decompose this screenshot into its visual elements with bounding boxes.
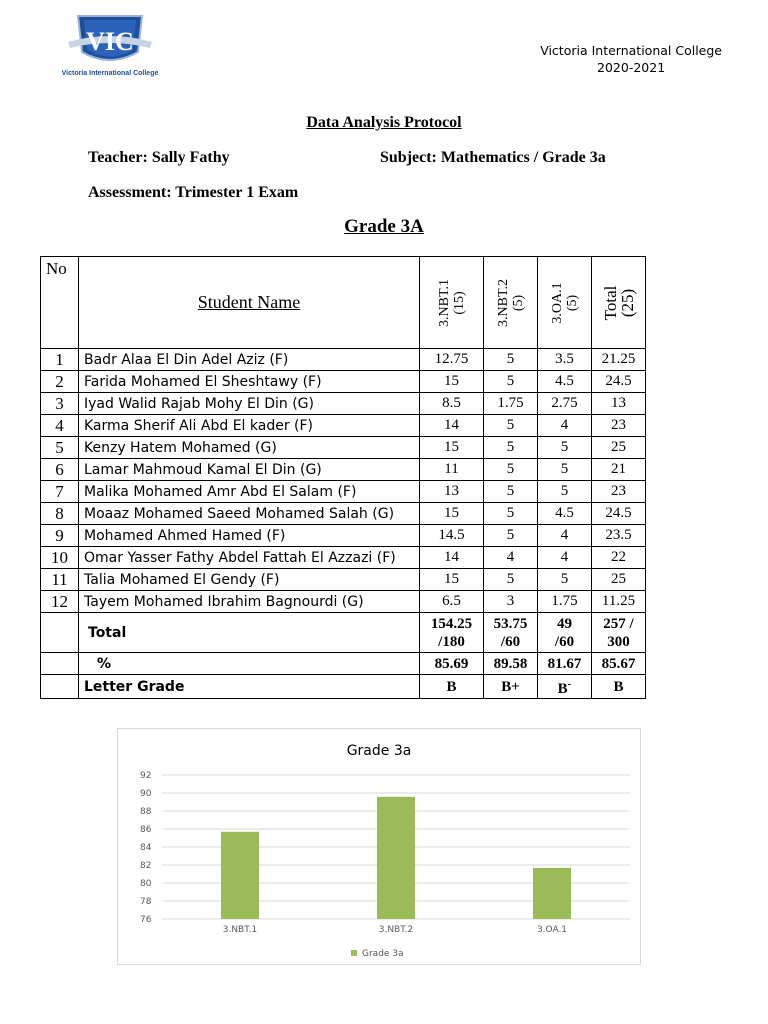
score-total: 25 [592, 437, 646, 459]
x-tick-label: 3.NBT.2 [378, 925, 414, 935]
score-3nbt2: 3 [484, 591, 538, 613]
student-name: Kenzy Hatem Mohamed (G) [79, 437, 420, 459]
table-row [41, 371, 646, 393]
score-total: 23.5 [592, 525, 646, 547]
score-total: 22 [592, 547, 646, 569]
header-3nbt2: 3.NBT.2 (5) [484, 257, 538, 349]
score-3oa1: 5 [538, 481, 592, 503]
row-no: 2 [41, 371, 79, 393]
score-3oa1: 5 [538, 437, 592, 459]
bar-3nbt2 [377, 797, 415, 919]
letter-grade-label: Letter Grade [79, 675, 420, 699]
score-3nbt2: 5 [484, 349, 538, 371]
percent-3oa1: 81.67 [538, 653, 592, 675]
table-row [41, 503, 646, 525]
totals-row [41, 613, 646, 653]
row-no: 12 [41, 591, 79, 613]
score-3nbt2: 5 [484, 503, 538, 525]
header-3oa1: 3.OA.1 (5) [538, 257, 592, 349]
header-3nbt1: 3.NBT.1 (15) [420, 257, 484, 349]
score-3nbt2: 5 [484, 459, 538, 481]
college-header [540, 42, 722, 76]
assessment-line: Assessment: Trimester 1 Exam [88, 184, 299, 201]
x-tick-label: 3.NBT.1 [222, 925, 258, 935]
table-row [41, 481, 646, 503]
y-tick-label: 80 [140, 879, 152, 889]
college-logo [62, 12, 158, 80]
score-3nbt1: 6.5 [420, 591, 484, 613]
score-3oa1: 4 [538, 525, 592, 547]
student-name: Tayem Mohamed Ibrahim Bagnourdi (G) [79, 591, 420, 613]
student-name: Talia Mohamed El Gendy (F) [79, 569, 420, 591]
legend-swatch [351, 950, 357, 956]
bar-3oa1 [533, 868, 571, 919]
header-total: Total (25) [592, 257, 646, 349]
percent-3nbt1: 85.69 [420, 653, 484, 675]
table-row [41, 459, 646, 481]
y-tick-label: 84 [140, 843, 152, 853]
score-3nbt1: 14 [420, 415, 484, 437]
score-3nbt1: 14 [420, 547, 484, 569]
student-name: Mohamed Ahmed Hamed (F) [79, 525, 420, 547]
score-3nbt2: 5 [484, 415, 538, 437]
subject-line: Subject: Mathematics / Grade 3a [380, 149, 606, 166]
score-total: 23 [592, 481, 646, 503]
percent-row [41, 653, 646, 675]
row-no: 3 [41, 393, 79, 415]
score-3oa1: 5 [538, 459, 592, 481]
letter-grade-row [41, 675, 646, 699]
table-header-row [41, 257, 646, 349]
student-name: Lamar Mahmoud Kamal El Din (G) [79, 459, 420, 481]
letter-total: B [592, 675, 646, 699]
totals-label: Total [79, 613, 420, 653]
document-title: Data Analysis Protocol [306, 114, 462, 131]
score-3nbt2: 4 [484, 547, 538, 569]
letter-3oa1: B- [538, 675, 592, 699]
score-3nbt1: 11 [420, 459, 484, 481]
academic-year: 2020-2021 [597, 60, 666, 75]
score-3nbt1: 14.5 [420, 525, 484, 547]
student-name: Iyad Walid Rajab Mohy El Din (G) [79, 393, 420, 415]
score-3nbt1: 15 [420, 569, 484, 591]
score-total: 21 [592, 459, 646, 481]
score-3oa1: 4.5 [538, 503, 592, 525]
college-name: Victoria International College [540, 43, 722, 58]
total-3oa1: 49 /60 [538, 613, 592, 653]
y-tick-label: 88 [140, 807, 152, 817]
score-3oa1: 1.75 [538, 591, 592, 613]
score-3nbt1: 15 [420, 437, 484, 459]
score-3nbt1: 12.75 [420, 349, 484, 371]
row-no: 4 [41, 415, 79, 437]
score-3nbt2: 5 [484, 569, 538, 591]
student-name: Omar Yasser Fathy Abdel Fattah El Azzazi (F) [79, 547, 420, 569]
bar-chart-svg [118, 729, 640, 964]
y-tick-label: 82 [140, 861, 152, 871]
score-3nbt2: 1.75 [484, 393, 538, 415]
bar-3nbt1 [221, 832, 259, 919]
score-total: 13 [592, 393, 646, 415]
score-3nbt1: 15 [420, 371, 484, 393]
score-3oa1: 4 [538, 547, 592, 569]
table-row [41, 349, 646, 371]
score-total: 11.25 [592, 591, 646, 613]
table-row [41, 393, 646, 415]
score-3nbt1: 8.5 [420, 393, 484, 415]
letter-3nbt2: B+ [484, 675, 538, 699]
score-3nbt1: 13 [420, 481, 484, 503]
score-3nbt2: 5 [484, 525, 538, 547]
header-student-name: Student Name [79, 257, 420, 349]
grade-title: Grade 3A [344, 216, 424, 237]
percent-no-cell [41, 653, 79, 675]
table-row [41, 525, 646, 547]
student-name: Badr Alaa El Din Adel Aziz (F) [79, 349, 420, 371]
teacher-line: Teacher: Sally Fathy [88, 149, 230, 166]
student-name: Moaaz Mohamed Saeed Mohamed Salah (G) [79, 503, 420, 525]
header-no: No [41, 257, 79, 349]
score-total: 24.5 [592, 371, 646, 393]
percent-total: 85.67 [592, 653, 646, 675]
score-total: 23 [592, 415, 646, 437]
logo-caption: Victoria International College [62, 70, 158, 77]
score-3oa1: 4.5 [538, 371, 592, 393]
row-no: 8 [41, 503, 79, 525]
score-3nbt1: 15 [420, 503, 484, 525]
row-no: 9 [41, 525, 79, 547]
legend-label: Grade 3a [362, 949, 404, 959]
grades-table [40, 256, 646, 699]
total-overall: 257 / 300 [592, 613, 646, 653]
table-row [41, 591, 646, 613]
student-name: Farida Mohamed El Sheshtawy (F) [79, 371, 420, 393]
y-tick-label: 78 [140, 897, 152, 907]
score-3nbt2: 5 [484, 481, 538, 503]
percent-3nbt2: 89.58 [484, 653, 538, 675]
table-row [41, 547, 646, 569]
y-tick-label: 92 [140, 771, 152, 781]
row-no: 7 [41, 481, 79, 503]
score-3oa1: 5 [538, 569, 592, 591]
y-tick-label: 76 [140, 915, 152, 925]
percent-label: % [79, 653, 420, 675]
row-no: 6 [41, 459, 79, 481]
x-tick-label: 3.OA.1 [536, 925, 568, 935]
student-name: Malika Mohamed Amr Abd El Salam (F) [79, 481, 420, 503]
total-3nbt1: 154.25 /180 [420, 613, 484, 653]
totals-no-cell [41, 613, 79, 653]
table-row [41, 437, 646, 459]
score-3nbt2: 5 [484, 437, 538, 459]
row-no: 1 [41, 349, 79, 371]
table-row [41, 569, 646, 591]
logo-shield-icon [62, 12, 158, 80]
total-3nbt2: 53.75 /60 [484, 613, 538, 653]
grade-chart [117, 728, 641, 965]
row-no: 5 [41, 437, 79, 459]
table-row [41, 415, 646, 437]
score-total: 24.5 [592, 503, 646, 525]
row-no: 10 [41, 547, 79, 569]
row-no: 11 [41, 569, 79, 591]
logo-letters: VIC [86, 27, 134, 56]
letter-3nbt1: B [420, 675, 484, 699]
score-3nbt2: 5 [484, 371, 538, 393]
y-tick-label: 90 [140, 789, 152, 799]
score-total: 21.25 [592, 349, 646, 371]
chart-title: Grade 3a [346, 743, 412, 759]
score-3oa1: 2.75 [538, 393, 592, 415]
letter-no-cell [41, 675, 79, 699]
student-name: Karma Sherif Ali Abd El kader (F) [79, 415, 420, 437]
score-3oa1: 3.5 [538, 349, 592, 371]
y-tick-label: 86 [140, 825, 152, 835]
score-3oa1: 4 [538, 415, 592, 437]
score-total: 25 [592, 569, 646, 591]
